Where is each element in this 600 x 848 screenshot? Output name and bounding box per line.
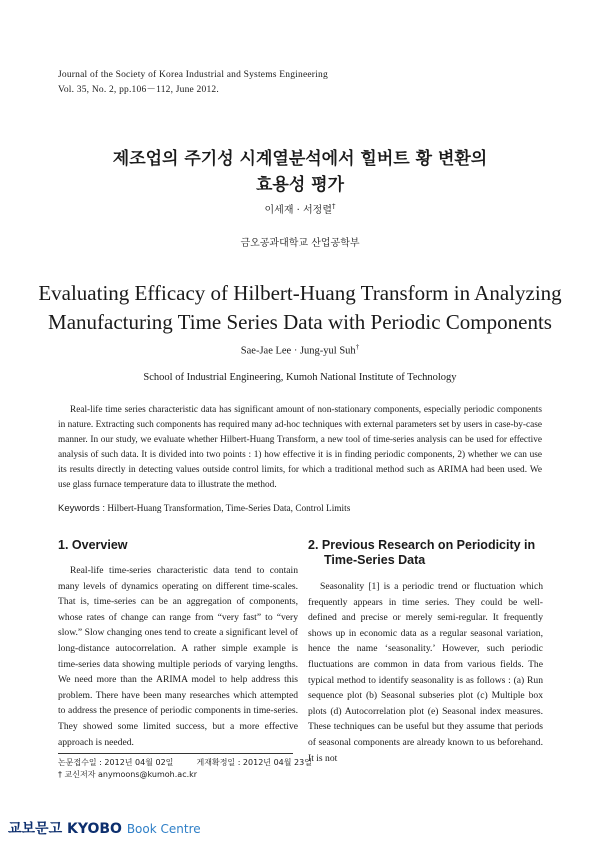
watermark-brand: KYOBO — [66, 821, 122, 837]
korean-corresponding-mark: † — [332, 202, 336, 211]
keywords — [58, 503, 542, 514]
english-title-line1: Evaluating Efficacy of Hilbert-Huang Transform in Analyzing — [38, 281, 562, 305]
korean-affiliation: 금오공과대학교 산업공학부 — [240, 238, 360, 249]
journal-volume: Vol. 35, No. 2, pp.106－112, June 2012. — [58, 85, 219, 95]
english-title-line2: Manufacturing Time Series Data with Periodic Components — [48, 310, 552, 334]
journal-header — [58, 68, 328, 98]
english-corresponding-mark: † — [355, 343, 360, 351]
footnote-corresponding — [58, 769, 197, 781]
section-1-heading: 1. Overview — [58, 538, 128, 552]
received-date: 논문접수일 : 2012년 04월 02일 — [58, 758, 174, 767]
watermark-korean: 교보문고 — [8, 821, 63, 837]
footnote-rule — [58, 753, 293, 754]
section-2-heading-line1: 2. Previous Research on Periodicity in — [308, 538, 536, 552]
watermark-suffix: Book Centre — [126, 822, 201, 836]
korean-author-names: 이세재 · 서정렬 — [264, 205, 332, 216]
accepted-date: 게재확정일 : 2012년 04월 23일 — [196, 758, 312, 767]
english-authors — [0, 343, 600, 357]
footnote-dates — [58, 757, 312, 769]
section-2-heading — [308, 538, 543, 568]
section-1-body: Real-life time-series characteristic data tend to contain many levels of dynamics operating on different time-scales. That is, time-series can be an aggregation of components, whose rates of change can range from “very fast” to “very slow.” Slow changing ones tend to create a significant level of long-distance autocorrelation. A rather simple example is time-series data showing multiple periods of varying lengths. We need more than the ARIMA model to help address this problem. There have been many researches which attempted to address the presence of periodic components in time-series. They showed some limited success, but a more effective approach is needed. — [58, 565, 298, 748]
korean-title-line1: 제조업의 주기성 시계열분석에서 힐버트 황 변환의 — [112, 149, 488, 169]
english-title — [0, 279, 600, 337]
kyobo-watermark-logo — [8, 818, 201, 838]
section-2-heading-line2: Time-Series Data — [324, 553, 426, 567]
journal-name: Journal of the Society of Korea Industrial and Systems Engineering — [58, 70, 328, 80]
korean-authors — [0, 201, 600, 216]
korean-title-line2: 효용성 평가 — [255, 175, 345, 195]
english-author-names: Sae-Jae Lee · Jung-yul Suh — [240, 345, 356, 357]
keywords-label: Keywords : — [58, 503, 105, 514]
section-2-body: Seasonality [1] is a periodic trend or fluctuation which frequently appears in time series. They could be well-defined and precise or merely semi-regular. It frequently shows up in economic data as a regular seasonal variation, hence the name ‘seasonality.’ However, such periodic fluctuations are common in data from various fields. The typical method to identify seasonality is as follows : (a) Run sequence plot (b) Seasonal subseries plot (c) Multiple box plots (d) Autocorrelation plot (e) Seasonal index measures. These techniques can be useful but they assume that periods of seasonal components are already known to us beforehand. It is not — [308, 581, 543, 764]
korean-title — [0, 146, 600, 198]
corresponding-author-email: 교신저자 anymoons@kumoh.ac.kr — [64, 770, 198, 779]
footnote-mark: † — [58, 770, 62, 779]
abstract: Real-life time series characteristic data has significant amount of non-stationary components, especially periodic components in nature. Extracting such components has required many ad-hoc techniques with external parameters set by users in case-by-case manner. In our study, we evaluate whether Hilbert-Huang Transform, a new tool of time-series analysis can be used for effective analysis of such data. It is divided into two points : 1) how effective it is in finding periodic components, 2) whether we can use its results directly in detecting values outside control limits, for which a traditional method such as ARIMA had been used. We use glass furnace temperature data to illustrate the method. — [58, 405, 542, 491]
keywords-text: Hilbert-Huang Transformation, Time-Series Data, Control Limits — [107, 504, 351, 514]
english-affiliation: School of Industrial Engineering, Kumoh National Institute of Technology — [143, 372, 457, 383]
